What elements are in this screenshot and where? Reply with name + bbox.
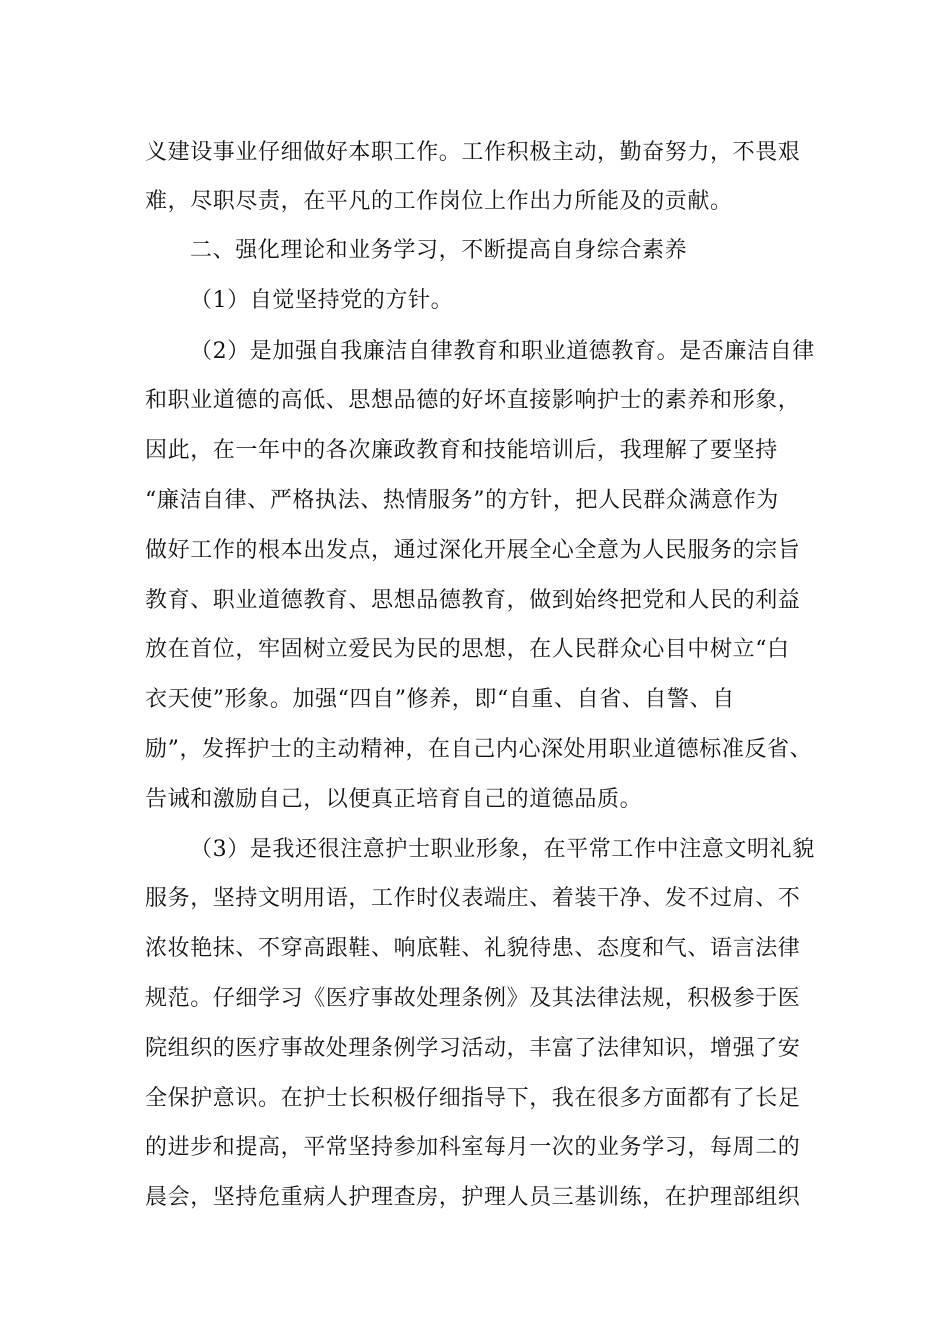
text-line: （2）是加强自我廉洁自律教育和职业道德教育。是否廉洁自律	[190, 339, 815, 364]
text-line: （3）是我还很注意护士职业形象，在平常工作中注意文明礼貌	[190, 837, 815, 862]
text-line: 难，尽职尽责，在平凡的工作岗位上作出力所能及的贡献。	[145, 189, 733, 214]
text-line: 浓妆艳抹、不穿高跟鞋、响底鞋、礼貌待患、态度和气、语言法律	[145, 936, 801, 961]
text-line: 全保护意识。在护士长积极仔细指导下，我在很多方面都有了长足	[145, 1086, 801, 1111]
text-line: 衣天使”形象。加强“四自”修养，即“自重、自省、自警、自	[145, 687, 735, 712]
text-line: 晨会，坚持危重病人护理查房，护理人员三基训练，在护理部组织	[145, 1185, 801, 1210]
text-line: 因此，在一年中的各次廉政教育和技能培训后，我理解了要坚持	[145, 438, 778, 463]
text-line: 告诫和激励自己，以便真正培育自己的道德品质。	[145, 787, 643, 812]
text-line: 服务，坚持文明用语，工作时仪表端庄、着装干净、发不过肩、不	[145, 886, 801, 911]
text-line: 院组织的医疗事故处理条例学习活动，丰富了法律知识，增强了安	[145, 1036, 801, 1061]
text-line: 的进步和提高，平常坚持参加科室每月一次的业务学习，每周二的	[145, 1135, 801, 1160]
text-line: 和职业道德的高低、思想品德的好坏直接影响护士的素养和形象，	[145, 388, 801, 413]
section-heading: 二、强化理论和业务学习，不断提高自身综合素养	[190, 238, 688, 263]
text-line: （1）自觉坚持党的方针。	[190, 288, 454, 313]
text-line: 做好工作的根本出发点，通过深化开展全心全意为人民服务的宗旨	[145, 538, 801, 563]
text-line: 规范。仔细学习《医疗事故处理条例》及其法律法规，积极参于医	[145, 986, 801, 1011]
text-line: 义建设事业仔细做好本职工作。工作积极主动，勤奋努力，不畏艰	[145, 140, 801, 165]
text-line: 教育、职业道德教育、思想品德教育，做到始终把党和人民的利益	[145, 588, 801, 613]
text-line: 放在首位，牢固树立爱民为民的思想，在人民群众心目中树立“白	[145, 637, 790, 662]
text-line: 励”，发挥护士的主动精神，在自己内心深处用职业道德标准反省、	[145, 737, 813, 762]
text-line: “廉洁自律、严格执法、热情服务”的方针，把人民群众满意作为	[145, 488, 779, 513]
